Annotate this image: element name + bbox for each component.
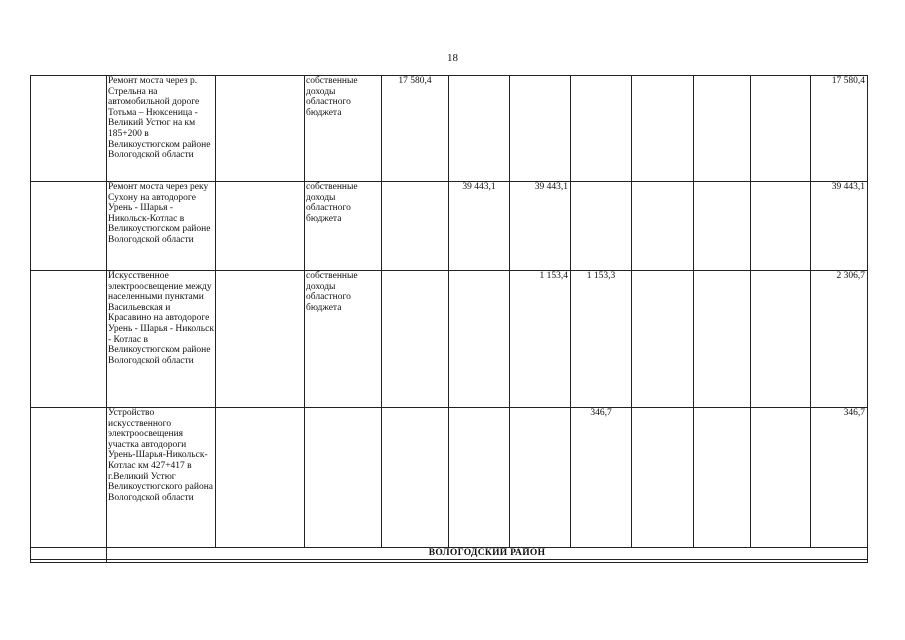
blank-cell — [216, 76, 305, 182]
blank-cell — [216, 182, 305, 271]
blank-cell — [216, 408, 305, 548]
funding-source: собственные доходы областного бюджета — [305, 271, 382, 408]
blank-cell — [31, 76, 107, 182]
object-description: Ремонт моста через реку Сухону на автодороге Урень - Шарья - Никольск-Котлас в Великоустюгском районе Вологодской области — [107, 182, 216, 271]
value-cell — [632, 271, 694, 408]
value-cell — [694, 76, 751, 182]
blank-cell — [31, 548, 107, 560]
value-cell — [571, 76, 632, 182]
value-cell — [449, 408, 510, 548]
blank-cell — [31, 408, 107, 548]
section-header-row — [31, 548, 868, 560]
value-cell: 39 443,1 — [510, 182, 571, 271]
blank-cell — [216, 271, 305, 408]
table-row — [31, 76, 868, 182]
value-cell — [632, 408, 694, 548]
value-cell — [694, 271, 751, 408]
table-row — [31, 560, 868, 563]
value-cell — [449, 271, 510, 408]
value-cell — [751, 182, 811, 271]
table-row — [31, 271, 868, 408]
total-cell: 39 443,1 — [811, 182, 868, 271]
funding-source: собственные доходы областного бюджета — [305, 76, 382, 182]
value-cell: 17 580,4 — [382, 76, 449, 182]
blank-cell — [31, 182, 107, 271]
value-cell — [382, 182, 449, 271]
blank-cell — [31, 271, 107, 408]
object-description: Ремонт моста через р. Стрельна на автомобильной дороге Тотьма – Нюксеница - Великий Устюг на км 185+200 в Великоустюгском районе Вологодской области — [107, 76, 216, 182]
section-title: ВОЛОГОДСКИЙ РАЙОН — [107, 548, 868, 560]
value-cell: 1 153,3 — [571, 271, 632, 408]
value-cell — [694, 182, 751, 271]
blank-cell — [107, 560, 868, 563]
budget-table — [30, 75, 868, 563]
value-cell — [382, 271, 449, 408]
value-cell — [449, 76, 510, 182]
funding-source — [305, 408, 382, 548]
object-description: Искусственное электроосвещение между населенными пунктами Васильевская и Красавино на автодороге Урень - Шарья - Никольск - Котлас в Великоустюгском районе Вологодской области — [107, 271, 216, 408]
funding-source: собственные доходы областного бюджета — [305, 182, 382, 271]
value-cell: 39 443,1 — [449, 182, 510, 271]
value-cell — [751, 76, 811, 182]
value-cell — [751, 408, 811, 548]
value-cell — [510, 76, 571, 182]
blank-cell — [31, 560, 107, 563]
value-cell — [510, 408, 571, 548]
value-cell — [632, 182, 694, 271]
value-cell: 1 153,4 — [510, 271, 571, 408]
total-cell: 17 580,4 — [811, 76, 868, 182]
object-description: Устройство искусственного электроосвещения участка автодороги Урень-Шарья-Никольск-Котлас км 427+417 в г.Великий Устюг Великоустюгского района Вологодской области — [107, 408, 216, 548]
value-cell — [571, 182, 632, 271]
total-cell: 346,7 — [811, 408, 868, 548]
value-cell — [382, 408, 449, 548]
value-cell: 346,7 — [571, 408, 632, 548]
value-cell — [694, 408, 751, 548]
value-cell — [751, 271, 811, 408]
page-number: 18 — [447, 52, 458, 64]
total-cell: 2 306,7 — [811, 271, 868, 408]
value-cell — [632, 76, 694, 182]
table-row — [31, 182, 868, 271]
table-row — [31, 408, 868, 548]
